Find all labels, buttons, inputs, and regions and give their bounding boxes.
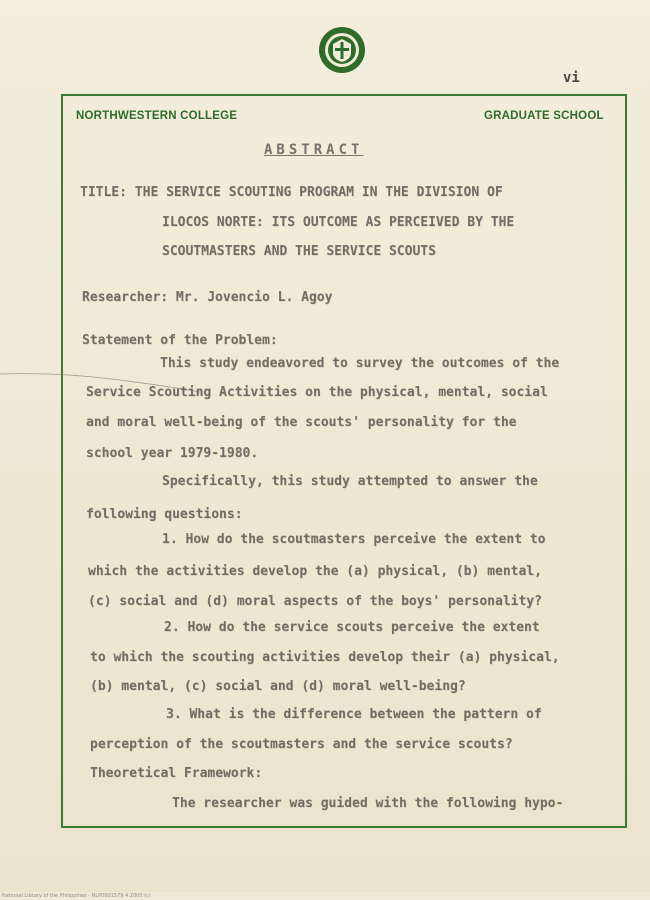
body-line: This study endeavored to survey the outcomes of the	[160, 356, 560, 371]
body-line: and moral well-being of the scouts' personality for the	[86, 415, 517, 430]
title-line-2: ILOCOS NORTE: ITS OUTCOME AS PERCEIVED BY THE	[162, 215, 515, 230]
body-line: Specifically, this study attempted to answer the	[162, 474, 538, 489]
college-seal-icon	[318, 26, 366, 74]
question-1-line-2: which the activities develop the (a) physical, (b) mental,	[88, 564, 542, 579]
section-heading-problem: Statement of the Problem:	[82, 333, 278, 348]
page-number: vi	[563, 70, 580, 86]
pencil-mark	[0, 368, 200, 398]
question-3-line-2: perception of the scoutmasters and the service scouts?	[90, 737, 513, 752]
question-3-line-1: 3. What is the difference between the pattern of	[166, 707, 542, 722]
body-line: following questions:	[86, 507, 243, 522]
section-heading-framework: Theoretical Framework:	[90, 766, 263, 781]
question-2-line-3: (b) mental, (c) social and (d) moral well-being?	[90, 679, 466, 694]
question-2-line-1: 2. How do the service scouts perceive the extent	[164, 620, 540, 635]
body-line: The researcher was guided with the following hypo-	[172, 796, 564, 811]
title-line-3: SCOUTMASTERS AND THE SERVICE SCOUTS	[162, 244, 436, 259]
abstract-heading: ABSTRACT	[264, 142, 364, 158]
body-line: school year 1979-1980.	[86, 446, 259, 461]
question-2-line-2: to which the scouting activities develop their (a) physical,	[90, 650, 560, 665]
question-1-line-3: (c) social and (d) moral aspects of the boys' personality?	[88, 594, 542, 609]
question-1-line-1: 1. How do the scoutmasters perceive the extent to	[162, 532, 546, 547]
body-line: Service Scouting Activities on the physical, mental, social	[86, 385, 548, 400]
archive-footer: National Library of the Philippines - NLP0001579 4 2000 (c)	[2, 893, 151, 899]
researcher-line: Researcher: Mr. Jovencio L. Agoy	[82, 290, 333, 305]
title-line-1: TITLE: THE SERVICE SCOUTING PROGRAM IN THE DIVISION OF	[80, 185, 503, 200]
institution-name: NORTHWESTERN COLLEGE	[76, 110, 238, 122]
school-name: GRADUATE SCHOOL	[484, 110, 604, 122]
